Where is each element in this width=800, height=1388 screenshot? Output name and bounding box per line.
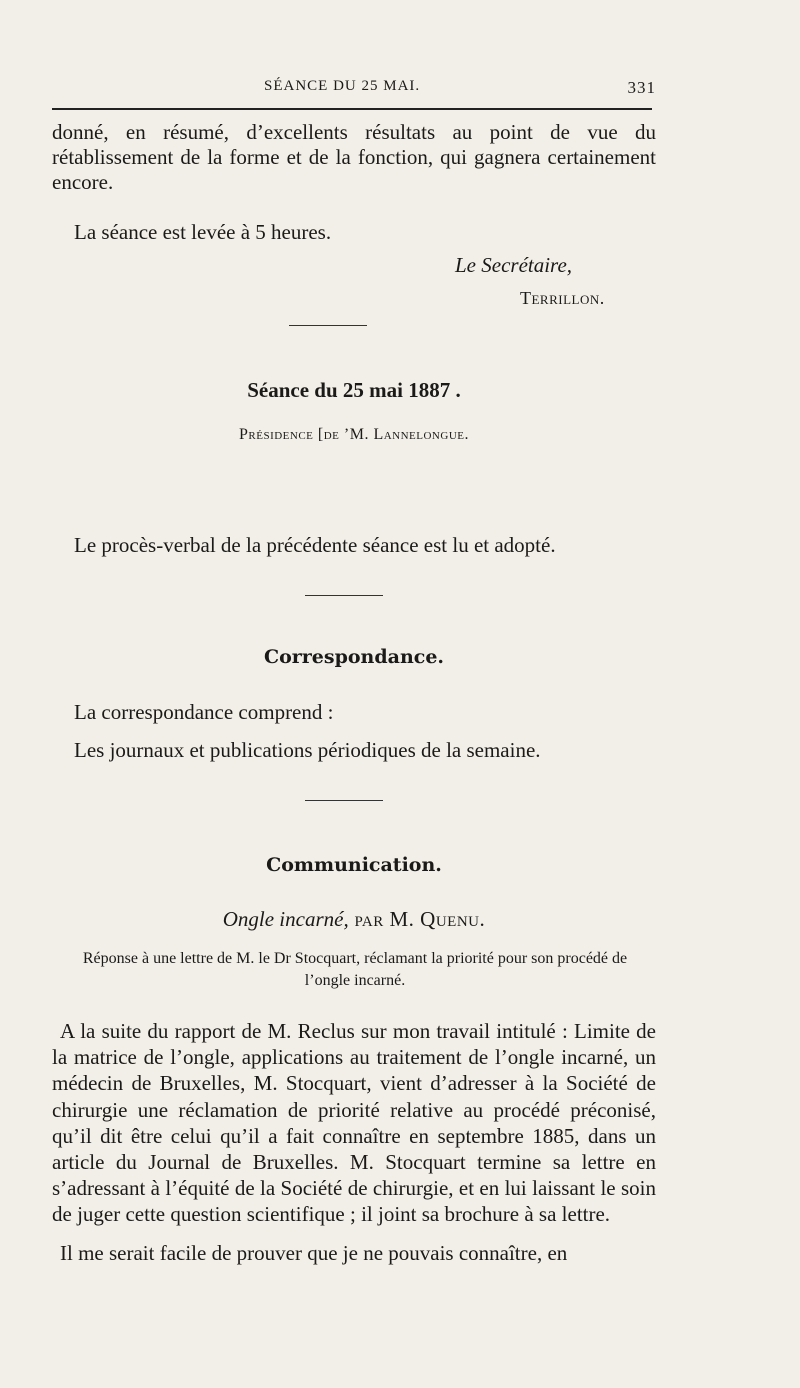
running-title: SÉANCE DU 25 MAI. xyxy=(264,78,421,94)
separator-rule xyxy=(305,800,383,801)
separator-rule xyxy=(289,325,367,326)
minutes-line: Le procès-verbal de la précédente séance est lu et adopté. xyxy=(74,533,556,557)
header-rule xyxy=(52,108,652,110)
signature-name: Terrillon. xyxy=(520,288,605,308)
signature-role: Le Secrétaire, xyxy=(455,253,573,277)
communication-title-italic: Ongle incarné, xyxy=(222,907,349,931)
top-paragraph: donné, en résumé, d’excellents résultats au point de vue du rétablissement de la forme et de la fonction, qui gagnera certainement encore. xyxy=(52,120,656,194)
communication-title xyxy=(52,907,656,932)
session-title: Séance du 25 mai 1887 . xyxy=(247,378,461,402)
separator-rule xyxy=(305,595,383,596)
communication-summary: Réponse à une lettre de M. le Dr Stocquart, réclamant la priorité pour son procédé de l’ongle incarné. xyxy=(82,950,628,989)
session-presidency: Présidence [de ’M. Lannelongue. xyxy=(239,426,469,443)
page-number: 331 xyxy=(627,78,656,97)
communication-body-p1: A la suite du rapport de M. Reclus sur mon travail intitulé : Limite de la matrice de l’ongle, applications au traitement de l’ongle incarné, un médecin de Bruxelles, M. Stocquart, vient d’adresser à la Société de chirurgie une réclamation de priorité relative au procédé préconisé, qu’il dit être celui qu’il a fait connaître en septembre 1885, dans un article du Journal de Bruxelles. M. Stocquart termine sa lettre en s’adressant à l’équité de la Société de chirurgie, et en lui laissant le soin de juger cette question scientifique ; il joint sa brochure à sa lettre. xyxy=(52,1019,656,1227)
communication-body-p2: Il me serait facile de prouver que je ne pouvais connaître, en xyxy=(60,1241,568,1265)
communication-heading: Communication. xyxy=(266,854,442,876)
correspondence-line-2: Les journaux et publications périodiques de la semaine. xyxy=(74,738,541,762)
page-header xyxy=(52,78,656,102)
correspondence-heading: Correspondance. xyxy=(263,646,445,668)
closing-line: La séance est levée à 5 heures. xyxy=(74,220,332,244)
communication-title-author: par M. Quenu. xyxy=(348,907,486,931)
correspondence-line-1: La correspondance comprend : xyxy=(74,700,334,724)
